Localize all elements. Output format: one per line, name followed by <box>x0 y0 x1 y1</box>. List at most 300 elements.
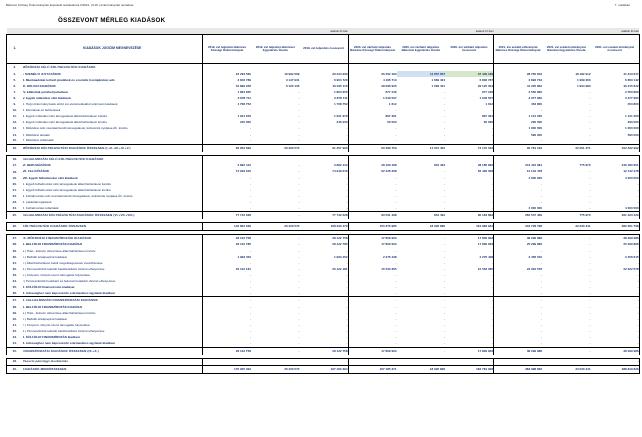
value-cell: - <box>589 266 591 271</box>
value-cell: 22 061 371 <box>542 144 591 152</box>
value-cell: - <box>492 175 494 180</box>
value-cell <box>591 155 640 163</box>
header-col-8: 2021. évi eredeti előirányzat Bánrévei Egyetértés Óvoda <box>542 35 591 64</box>
value-cell: 26 230 570 <box>251 223 300 231</box>
value-cell: 91 257 993 <box>300 144 349 152</box>
value-cell <box>397 64 446 72</box>
value-cell: - <box>494 297 543 305</box>
row-label-cell: IV. Ellátottak pénzbeli juttatásai <box>22 89 68 94</box>
value-cell: - <box>298 323 300 328</box>
value-cell: - <box>346 187 348 192</box>
row-label-cell: 3. Adóssághoz nem kapcsolódó származékos ügyletek kiadásai <box>22 290 115 295</box>
value-cell: - <box>298 114 300 119</box>
value-cell: - <box>444 304 446 309</box>
value-cell: - <box>589 126 591 131</box>
value-cell: 290 000 <box>494 120 543 126</box>
table-row <box>7 144 640 152</box>
value-cell: - <box>589 193 591 198</box>
row-number-cell: 41. <box>7 323 23 329</box>
row-label-cell: 5. Felhalmozási céltartalék <box>22 205 59 210</box>
value-cell: - <box>444 329 446 334</box>
row-spacer-cell <box>7 373 640 377</box>
row-number-cell: 11. <box>7 114 23 120</box>
value-cell: 26 290 570 <box>251 144 300 152</box>
value-cell: - <box>492 187 494 192</box>
value-cell <box>348 155 397 163</box>
value-cell: - <box>494 310 543 316</box>
value-cell: - <box>444 95 446 100</box>
value-cell <box>251 358 300 366</box>
value-cell: - <box>203 108 252 114</box>
row-label-cell: 1. BELFÖLDI FINANSZÍROZÁS KIADÁSAI <box>22 242 83 247</box>
value-cell: - <box>397 347 446 355</box>
value-cell: 38 299 986 <box>591 234 640 242</box>
row-number-cell: 33. <box>7 272 23 278</box>
value-cell: 1 994 980 <box>577 83 591 88</box>
value-cell: - <box>444 254 446 259</box>
value-cell: 453 800 <box>591 102 640 108</box>
value-cell: 77 742 028 <box>300 212 349 220</box>
value-cell: - <box>589 132 591 137</box>
value-cell: - <box>444 310 446 315</box>
value-cell: 38 299 986 <box>494 347 543 355</box>
value-cell: - <box>492 260 494 265</box>
value-cell: - <box>298 193 300 198</box>
row-number-cell: 4. <box>7 71 23 77</box>
value-cell: - <box>492 132 494 137</box>
value-cell: - <box>444 120 446 125</box>
unit-label-group-1: adatok Ft-ban <box>203 28 349 35</box>
value-cell: 60 000 <box>348 120 397 126</box>
value-cell: - <box>492 323 494 328</box>
value-cell: - <box>444 317 446 322</box>
value-cell: - <box>591 199 640 205</box>
value-cell <box>445 64 494 72</box>
row-number-cell: 8. <box>7 95 23 101</box>
value-cell: 4 000 000 <box>494 206 543 212</box>
document-meta-line <box>6 3 636 7</box>
row-label-cell: f.) Pénzeszközök betétként és fedezeti betétként történő elhelyezése <box>22 278 116 283</box>
value-cell: - <box>444 260 446 265</box>
value-cell: 1 921 979 <box>203 114 252 120</box>
value-cell: 25 299 896 <box>494 242 543 248</box>
value-cell: - <box>589 260 591 265</box>
value-cell: 18 026 896 <box>397 223 446 231</box>
value-cell: 1 993 452 <box>203 254 252 260</box>
value-cell: 60 399 759 <box>348 144 397 152</box>
row-label-cell: d.) Pénzeszközök lekötött bankbetétként történő elhelyezése <box>22 266 105 271</box>
table-row <box>7 212 640 220</box>
ordinance-reference: Bánréve Község Önkormányzati képviselő testületének 2/2021. (II.15.) önkormányzati rendelete <box>6 3 134 7</box>
table-row <box>7 64 640 72</box>
value-cell: - <box>203 279 252 285</box>
value-cell: - <box>346 248 348 253</box>
value-cell: - <box>298 89 300 94</box>
row-number-cell: 40. <box>7 317 23 323</box>
row-number-cell: 23. <box>7 199 23 205</box>
value-cell: - <box>203 304 252 310</box>
value-cell: - <box>494 199 543 205</box>
value-cell: - <box>492 272 494 277</box>
row-number-cell: 46. <box>7 366 23 374</box>
value-cell: - <box>348 132 397 138</box>
row-label-cell: III. DOLOGI KIADÁSOK <box>22 83 56 88</box>
row-label-cell: 7. Működési céltartalék <box>22 138 54 143</box>
value-cell: 28 122 758 <box>203 347 252 355</box>
value-cell: - <box>589 175 591 180</box>
row-number-cell: 13. <box>7 126 23 132</box>
value-cell: 6 964 720 <box>333 77 348 82</box>
value-cell: - <box>589 108 591 113</box>
value-cell <box>203 358 252 366</box>
value-cell: - <box>298 304 300 309</box>
value-cell: - <box>203 260 252 266</box>
value-cell: 62 426 308 <box>477 169 494 174</box>
value-cell: 17 809 903 <box>445 234 494 242</box>
value-cell: - <box>346 205 348 210</box>
value-cell: - <box>444 126 446 131</box>
value-cell: 453 800 <box>494 102 543 108</box>
value-cell: 90 781 193 <box>494 144 543 152</box>
value-cell: 2 276 438 <box>348 254 397 260</box>
page-title: ÖSSZEVONT MÉRLEG KIADÁSOK <box>58 17 166 24</box>
value-cell: - <box>591 341 640 347</box>
value-cell: 6 135 135 <box>285 83 300 88</box>
value-cell: - <box>589 138 591 143</box>
value-cell: - <box>591 285 640 291</box>
value-cell: 22 033 341 <box>542 223 591 231</box>
value-cell: - <box>492 108 494 113</box>
value-cell: 28 122 758 <box>300 234 349 242</box>
budget-expenditures-table <box>6 28 640 377</box>
row-number-cell: 29. <box>7 248 23 254</box>
value-cell: - <box>203 132 252 138</box>
value-cell: 1 000 000 <box>494 126 543 132</box>
value-cell: 26 462 183 <box>348 71 397 77</box>
value-cell: - <box>591 138 640 144</box>
value-cell: - <box>492 317 494 322</box>
value-cell <box>203 64 252 72</box>
value-cell: - <box>444 132 446 137</box>
value-cell: 3 377 960 <box>494 95 543 101</box>
value-cell: 17 809 903 <box>477 242 494 247</box>
value-cell: - <box>298 126 300 131</box>
value-cell: 26 122 181 <box>203 266 252 272</box>
row-number-cell: 16. <box>7 144 23 152</box>
value-cell: - <box>203 199 252 205</box>
value-cell: 41 613 617 <box>591 71 640 77</box>
value-cell: - <box>348 291 397 297</box>
header-col-2: 2019. évi teljesítés Bánrévei Egyetértés Óvoda <box>251 35 300 64</box>
value-cell: - <box>589 181 591 186</box>
value-cell: - <box>298 108 300 113</box>
row-label-cell: 1. BELFÖLDI FINANSZÍROZÁS KIADÁSAI <box>22 304 83 309</box>
value-cell: - <box>589 317 591 322</box>
value-cell: - <box>591 297 640 305</box>
value-cell: - <box>589 95 591 100</box>
value-cell: - <box>444 290 446 295</box>
value-cell: 4 166 713 <box>348 77 397 83</box>
value-cell: - <box>346 260 348 265</box>
value-cell: - <box>591 279 640 285</box>
value-cell: - <box>298 181 300 186</box>
row-label-cell: KIADÁSOK MINDÖSSZESEN <box>23 366 203 374</box>
value-cell: 245 000 <box>336 120 348 125</box>
value-cell: 3 878 711 <box>203 95 252 101</box>
value-cell: 12 142 478 <box>591 169 640 175</box>
value-cell: - <box>348 181 397 187</box>
value-cell: - <box>591 291 640 297</box>
value-cell: 74 949 616 <box>203 169 252 175</box>
value-cell: - <box>203 181 252 187</box>
value-cell: - <box>542 234 591 242</box>
value-cell: - <box>444 266 446 271</box>
value-cell: - <box>203 317 252 323</box>
row-number-cell: 44. <box>7 341 23 347</box>
value-cell: - <box>591 323 640 329</box>
value-cell: 954 494 <box>397 212 446 220</box>
value-cell <box>251 64 300 72</box>
value-cell: - <box>494 138 543 144</box>
row-label-cell: 4. Lakástámogatások <box>22 199 52 204</box>
value-cell: 1 969 360 <box>577 77 591 82</box>
value-cell: - <box>298 260 300 265</box>
value-cell: 2 550 860 <box>591 89 640 95</box>
row-number-cell: 7. <box>7 89 23 95</box>
value-cell: 1 864 655 <box>333 89 348 94</box>
value-cell: - <box>494 285 543 291</box>
value-cell: 28 760 816 <box>494 71 543 77</box>
value-cell: - <box>492 248 494 253</box>
value-cell: 182 781 936 <box>445 366 494 374</box>
value-cell: - <box>397 297 446 305</box>
value-cell: 26 122 181 <box>332 266 348 271</box>
value-cell: - <box>589 199 591 204</box>
value-cell: 41 220 862 <box>494 83 543 89</box>
value-cell: - <box>589 248 591 253</box>
header-jogcim-label: KIADÁSOK JOGCÍM MEGNEVEZÉSE <box>23 35 203 64</box>
row-number-cell: 37. <box>7 297 23 305</box>
row-number-cell: 17. <box>7 163 23 169</box>
value-cell: - <box>589 278 591 283</box>
value-cell: - <box>348 304 397 310</box>
value-cell: - <box>542 297 591 305</box>
value-cell: - <box>589 329 591 334</box>
value-cell: 17 809 903 <box>445 347 494 355</box>
value-cell: 2 276 438 <box>479 254 494 259</box>
value-cell: - <box>589 102 591 107</box>
value-cell: - <box>494 193 543 199</box>
value-cell: - <box>397 234 446 242</box>
value-cell: 152 332 992 <box>591 144 640 152</box>
row-label-cell: 6. Működési tartalék <box>22 132 50 137</box>
value-cell: - <box>589 272 591 277</box>
value-cell: 150 376 985 <box>348 223 397 231</box>
value-cell: 74 949 616 <box>332 169 348 174</box>
value-cell: - <box>298 95 300 100</box>
row-label-cell: a.) Hitel-, kölcsön törlesztése államháztartáson kívülre <box>22 248 96 253</box>
value-cell: - <box>494 341 543 347</box>
value-cell: - <box>589 310 591 315</box>
row-label-cell: IX. MŰKÖDÉSI FINANSZÍROZÁSI KIADÁSOK <box>23 234 203 242</box>
value-cell: - <box>444 193 446 198</box>
value-cell: - <box>494 181 543 187</box>
row-number-cell: 22. <box>7 193 23 199</box>
value-cell: 28 096 905 <box>348 83 397 89</box>
annex-number: 7. melléklet <box>614 3 630 7</box>
value-cell: - <box>346 304 348 309</box>
value-cell: - <box>444 199 446 204</box>
value-cell: 3 878 711 <box>334 95 348 100</box>
row-label-cell: 3. Egyéb működési célú támogatások államháztartáson belülre <box>22 114 108 119</box>
value-cell: - <box>346 310 348 315</box>
value-cell: - <box>444 89 446 94</box>
value-cell: - <box>346 126 348 131</box>
value-cell: - <box>444 138 446 143</box>
row-number-cell: 15. <box>7 138 23 144</box>
value-cell: 143 802 639 <box>203 223 252 231</box>
row-number-cell: 9. <box>7 102 23 108</box>
value-cell: - <box>298 248 300 253</box>
value-cell: 11 057 007 <box>397 71 446 77</box>
row-number-cell: 19. <box>7 175 23 181</box>
value-cell: 4 000 000 <box>494 175 543 181</box>
value-cell: 17 809 903 <box>348 347 397 355</box>
value-cell: 46 215 842 <box>591 83 640 89</box>
value-cell: - <box>346 193 348 198</box>
value-cell: - <box>298 272 300 277</box>
value-cell: - <box>298 138 300 143</box>
value-cell: - <box>298 266 300 271</box>
row-number-cell: 10. <box>7 108 23 114</box>
value-cell: 2 550 860 <box>494 89 543 95</box>
value-cell: 1 049 507 <box>479 95 494 100</box>
value-cell: - <box>298 317 300 322</box>
value-cell: - <box>444 114 446 119</box>
row-number-cell: 34. <box>7 279 23 285</box>
column-header-row <box>7 35 640 64</box>
value-cell: - <box>346 329 348 334</box>
row-number-cell: 21. <box>7 187 23 193</box>
value-cell: - <box>348 310 397 316</box>
table-row <box>7 234 640 242</box>
value-cell <box>300 155 349 163</box>
value-cell: 17 809 903 <box>348 234 397 242</box>
value-cell <box>348 358 397 366</box>
value-cell: 28 122 758 <box>203 234 252 242</box>
value-cell: 1 121 260 <box>494 114 543 120</box>
value-cell: - <box>494 248 543 254</box>
value-cell: - <box>591 108 640 114</box>
value-cell: - <box>348 323 397 329</box>
row-label-cell: d.) Pénzeszközök lekötött bankbetétként történő elhelyezése <box>22 329 105 334</box>
value-cell: 388 819 826 <box>591 366 640 374</box>
value-cell: 90 184 892 <box>445 212 494 220</box>
value-cell: - <box>298 329 300 334</box>
value-cell: - <box>203 310 252 316</box>
value-cell: 590 000 <box>494 132 543 138</box>
value-cell: - <box>589 169 591 174</box>
value-cell: - <box>298 278 300 283</box>
value-cell: 168 333 479 <box>300 223 349 231</box>
value-cell <box>300 64 349 72</box>
value-cell: 954 494 <box>434 163 446 168</box>
row-number-cell: 28. <box>7 242 23 248</box>
value-cell: - <box>591 358 640 366</box>
value-cell: - <box>298 335 300 340</box>
value-cell: - <box>589 89 591 94</box>
value-cell: 3 456 615 <box>494 254 543 260</box>
value-cell <box>494 155 543 163</box>
value-cell: - <box>444 108 446 113</box>
row-number-cell: 5. <box>7 77 23 83</box>
value-cell: 23 033 341 <box>542 366 591 374</box>
value-cell: - <box>298 285 300 290</box>
row-label-cell: 2. FELHALMOZÁSI FINANSZÍROZÁSI KIADÁSOK <box>23 297 203 305</box>
value-cell: 38 299 986 <box>591 347 640 355</box>
value-cell: - <box>348 279 397 285</box>
value-cell: - <box>346 108 348 113</box>
value-cell: - <box>542 347 591 355</box>
value-cell: - <box>203 193 252 199</box>
value-cell: 15 533 365 <box>348 266 397 272</box>
value-cell: 775 970 <box>542 212 591 220</box>
value-cell: 1 612 <box>348 102 397 108</box>
row-number-cell: 18. <box>7 169 23 175</box>
value-cell: - <box>444 169 446 174</box>
row-number-cell: 35. <box>7 285 23 291</box>
value-cell: - <box>348 260 397 266</box>
row-label-cell: 5. Működési célú visszatérítendő támogatások, kölcsönök nyújtása Áh. kívülre <box>22 126 128 131</box>
value-cell: - <box>494 260 543 266</box>
value-cell: 1 864 655 <box>203 89 252 95</box>
table-row <box>7 223 640 231</box>
row-label-cell: 2. KÜLFÖLDI finanszírozás kiadásai <box>22 285 75 290</box>
value-cell: - <box>591 248 640 254</box>
table-row <box>7 347 640 355</box>
value-cell: - <box>348 248 397 254</box>
value-cell: - <box>346 199 348 204</box>
value-cell: - <box>445 358 494 366</box>
value-cell: - <box>444 341 446 346</box>
value-cell: - <box>492 304 494 309</box>
value-cell: - <box>346 278 348 283</box>
value-cell: 17 809 903 <box>348 242 397 248</box>
value-cell: - <box>444 335 446 340</box>
value-cell: 1 049 507 <box>348 95 397 101</box>
value-cell: - <box>298 242 300 247</box>
row-number-cell: 31. <box>7 260 23 266</box>
row-label-cell: MŰKÖDÉSI KÖLTSÉGVETÉSI KIADÁSOK ÖSSZESEN (I.+II.+III.+IV.+V.) <box>23 144 203 152</box>
value-cell: 3 147 931 <box>285 77 300 82</box>
value-cell: - <box>591 181 640 187</box>
value-cell: - <box>589 285 591 290</box>
value-cell: - <box>492 138 494 143</box>
value-cell: 3 456 615 <box>591 254 640 260</box>
value-cell: - <box>251 212 300 220</box>
value-cell: 1 028 401 <box>431 83 446 88</box>
header-col-7: 2021. évi eredeti előirányzat Bánréve Községi Önkormányzat <box>494 35 543 64</box>
value-cell: 28 122 785 <box>203 242 252 248</box>
value-cell: - <box>203 335 252 341</box>
value-cell: - <box>298 310 300 315</box>
value-cell: - <box>203 341 252 347</box>
value-cell <box>542 358 591 366</box>
value-cell: 3 892 412 <box>333 163 348 168</box>
value-cell: 383 998 826 <box>494 366 543 374</box>
value-cell: 28 122 785 <box>332 242 348 247</box>
value-cell <box>591 64 640 72</box>
